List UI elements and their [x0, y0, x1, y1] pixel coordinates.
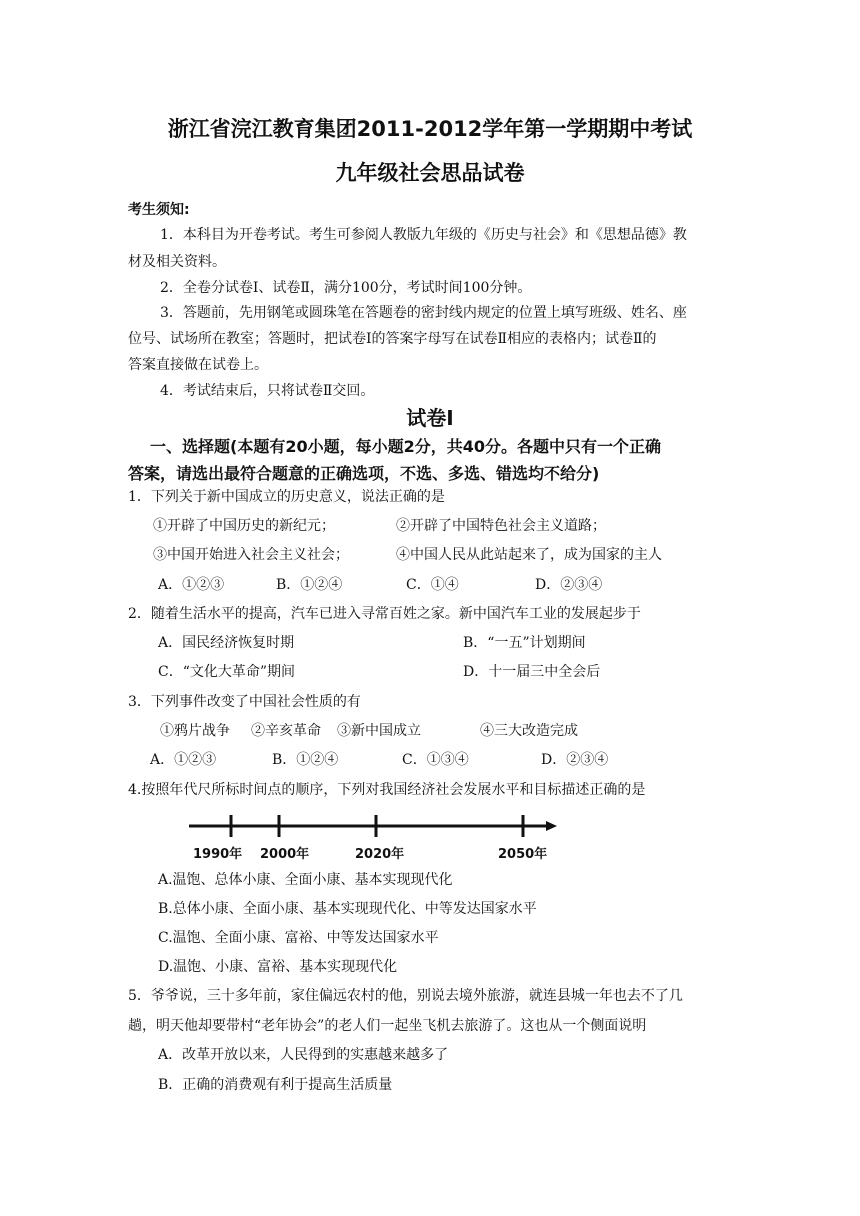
q1-option-a: A．①②③ [158, 577, 225, 593]
timeline-arrow [546, 821, 557, 831]
section-instructions-b: 答案，请选出最符合题意的正确选项，不选、多选、错选均不给分) [128, 464, 600, 483]
notice-line-4: 4．考试结束后，只将试卷Ⅱ交回。 [160, 383, 375, 399]
timeline-label-2050: 2050年 [498, 847, 548, 862]
q5-option-b: B．正确的消费观有利于提高生活质量 [158, 1077, 393, 1093]
notice-line-1b: 材及相关资料。 [128, 254, 226, 270]
notice-heading: 考生须知: [128, 202, 190, 218]
timeline-label-2020: 2020年 [355, 847, 405, 862]
notice-line-3c: 答案直接做在试卷上。 [128, 357, 268, 373]
timeline-label-1990: 1990年 [193, 847, 243, 862]
q4-option-d: D.温饱、小康、富裕、基本实现现代化 [158, 959, 398, 975]
notice-line-3b: 位号、试场所在教室；答题时，把试卷Ⅰ的答案字母写在试卷Ⅱ相应的表格内；试卷Ⅱ的 [128, 331, 657, 347]
q3-stem: 3．下列事件改变了中国社会性质的有 [128, 694, 361, 710]
timeline-label-2000: 2000年 [260, 847, 310, 862]
q3-option-d: D．②③④ [541, 752, 609, 768]
q5-option-a: A．改革开放以来，人民得到的实惠越来越多了 [158, 1047, 449, 1063]
q1-option-b: B．①②④ [276, 577, 343, 593]
notice-line-2: 2．全卷分试卷Ⅰ、试卷Ⅱ，满分100分，考试时间100分钟。 [160, 280, 532, 296]
q3-statement-3: ③新中国成立 [337, 723, 421, 739]
section-instructions-a: 一、选择题(本题有20小题，每小题2分，共40分。各题中只有一个正确 [150, 437, 661, 456]
q3-option-c: C．①③④ [402, 752, 469, 768]
q4-option-c: C.温饱、全面小康、富裕、中等发达国家水平 [158, 930, 439, 946]
q2-option-b: B．“一五”计划期间 [463, 635, 586, 651]
timeline-figure [185, 812, 565, 864]
q3-statement-4: ④三大改造完成 [480, 723, 578, 739]
q5-stem-a: 5．爷爷说，三十多年前，家住偏远农村的他，别说去境外旅游，就连县城一年也去不了几 [128, 988, 683, 1004]
q1-option-d: D．②③④ [535, 577, 603, 593]
q4-option-a: A.温饱、总体小康、全面小康、基本实现现代化 [158, 872, 453, 888]
q1-statement-4: ④中国人民从此站起来了，成为国家的主人 [396, 547, 662, 563]
q1-stem: 1．下列关于新中国成立的历史意义，说法正确的是 [128, 489, 445, 505]
exam-subtitle: 九年级社会思品试卷 [335, 161, 525, 185]
q3-option-a: A．①②③ [150, 752, 217, 768]
q1-option-c: C．①④ [406, 577, 459, 593]
q2-option-d: D．十一届三中全会后 [463, 664, 601, 680]
q1-statement-1: ①开辟了中国历史的新纪元； [153, 518, 335, 534]
q1-statement-3: ③中国开始进入社会主义社会； [153, 547, 349, 563]
q4-stem: 4.按照年代尺所标时间点的顺序，下列对我国经济社会发展水平和目标描述正确的是 [128, 782, 646, 798]
q2-option-c: C．“文化大革命”期间 [158, 664, 296, 680]
q3-option-b: B．①②④ [272, 752, 339, 768]
q2-option-a: A．国民经济恢复时期 [158, 635, 295, 651]
q1-statement-2: ②开辟了中国特色社会主义道路； [396, 518, 606, 534]
q3-statement-1: ①鸦片战争 [160, 723, 230, 739]
q4-option-b: B.总体小康、全面小康、基本实现现代化、中等发达国家水平 [158, 901, 537, 917]
notice-line-3a: 3．答题前，先用钢笔或圆珠笔在答题卷的密封线内规定的位置上填写班级、姓名、座 [160, 305, 687, 321]
exam-title: 浙江省浣江教育集团2011-2012学年第一学期期中考试 [167, 117, 693, 141]
q3-statement-2: ②辛亥革命 [251, 723, 321, 739]
q5-stem-b: 趟，明天他却要带村“老年协会”的老人们一起坐飞机去旅游了。这也从一个侧面说明 [128, 1018, 647, 1034]
q2-stem: 2．随着生活水平的提高，汽车已进入寻常百姓之家。新中国汽车工业的发展起步于 [128, 606, 641, 622]
notice-line-1a: 1．本科目为开卷考试。考生可参阅人教版九年级的《历史与社会》和《思想品德》教 [160, 227, 687, 243]
section-title: 试卷Ⅰ [406, 406, 454, 430]
